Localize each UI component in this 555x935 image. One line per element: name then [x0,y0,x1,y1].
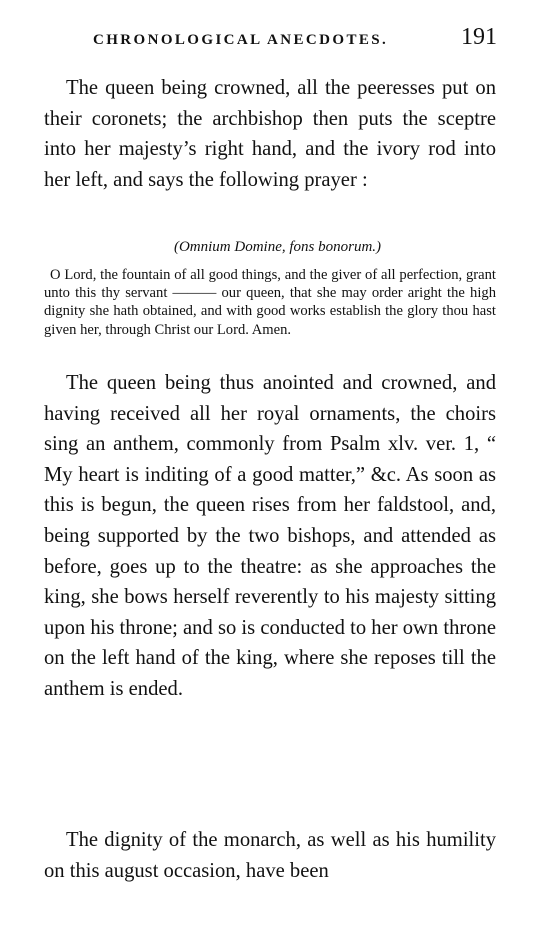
paragraph-dignity [44,825,496,886]
running-head [93,24,497,54]
paragraph-coronets [44,73,496,195]
paragraph-text: The queen being crowned, all the peeresses put on their coronets; the archbishop then puts the sceptre into her majesty’s right hand, and the ivory rod into her left, and says the following prayer : [44,77,496,191]
prayer-heading: (Omnium Domine, fons bonorum.) [173,239,382,255]
paragraph-text: The queen being thus anointed and crowned, and having received all her royal ornaments, the choirs sing an anthem, commonly from Psalm xlv. ver. 1, “ My heart is inditing of a good matter,” &c. As soon as this is begun, the queen rises from her faldstool, and, being supported by the two bishops, and attended as before, goes up to the theatre: as she approaches the king, she bows herself reverently to his majesty sitting upon his throne; and so is conducted to her own throne on the left hand of the king, where she reposes till the anthem is ended. [44,372,496,700]
prayer-block [44,266,496,339]
paragraph-text: The dignity of the monarch, as well as his humility on this august occasion, have been [44,829,496,882]
running-title: CHRONOLOGICAL ANECDOTES. [93,32,389,48]
prayer-text: O Lord, the fountain of all good things, and the giver of all perfection, grant unto this thy servant ——— our queen, that she may order aright the high dignity she hath obtained, and with good works establish the glory thou hast given her, through Christ our Lord. Amen. [44,267,496,338]
paragraph-anointed [44,368,496,705]
page-number: 191 [461,24,497,50]
